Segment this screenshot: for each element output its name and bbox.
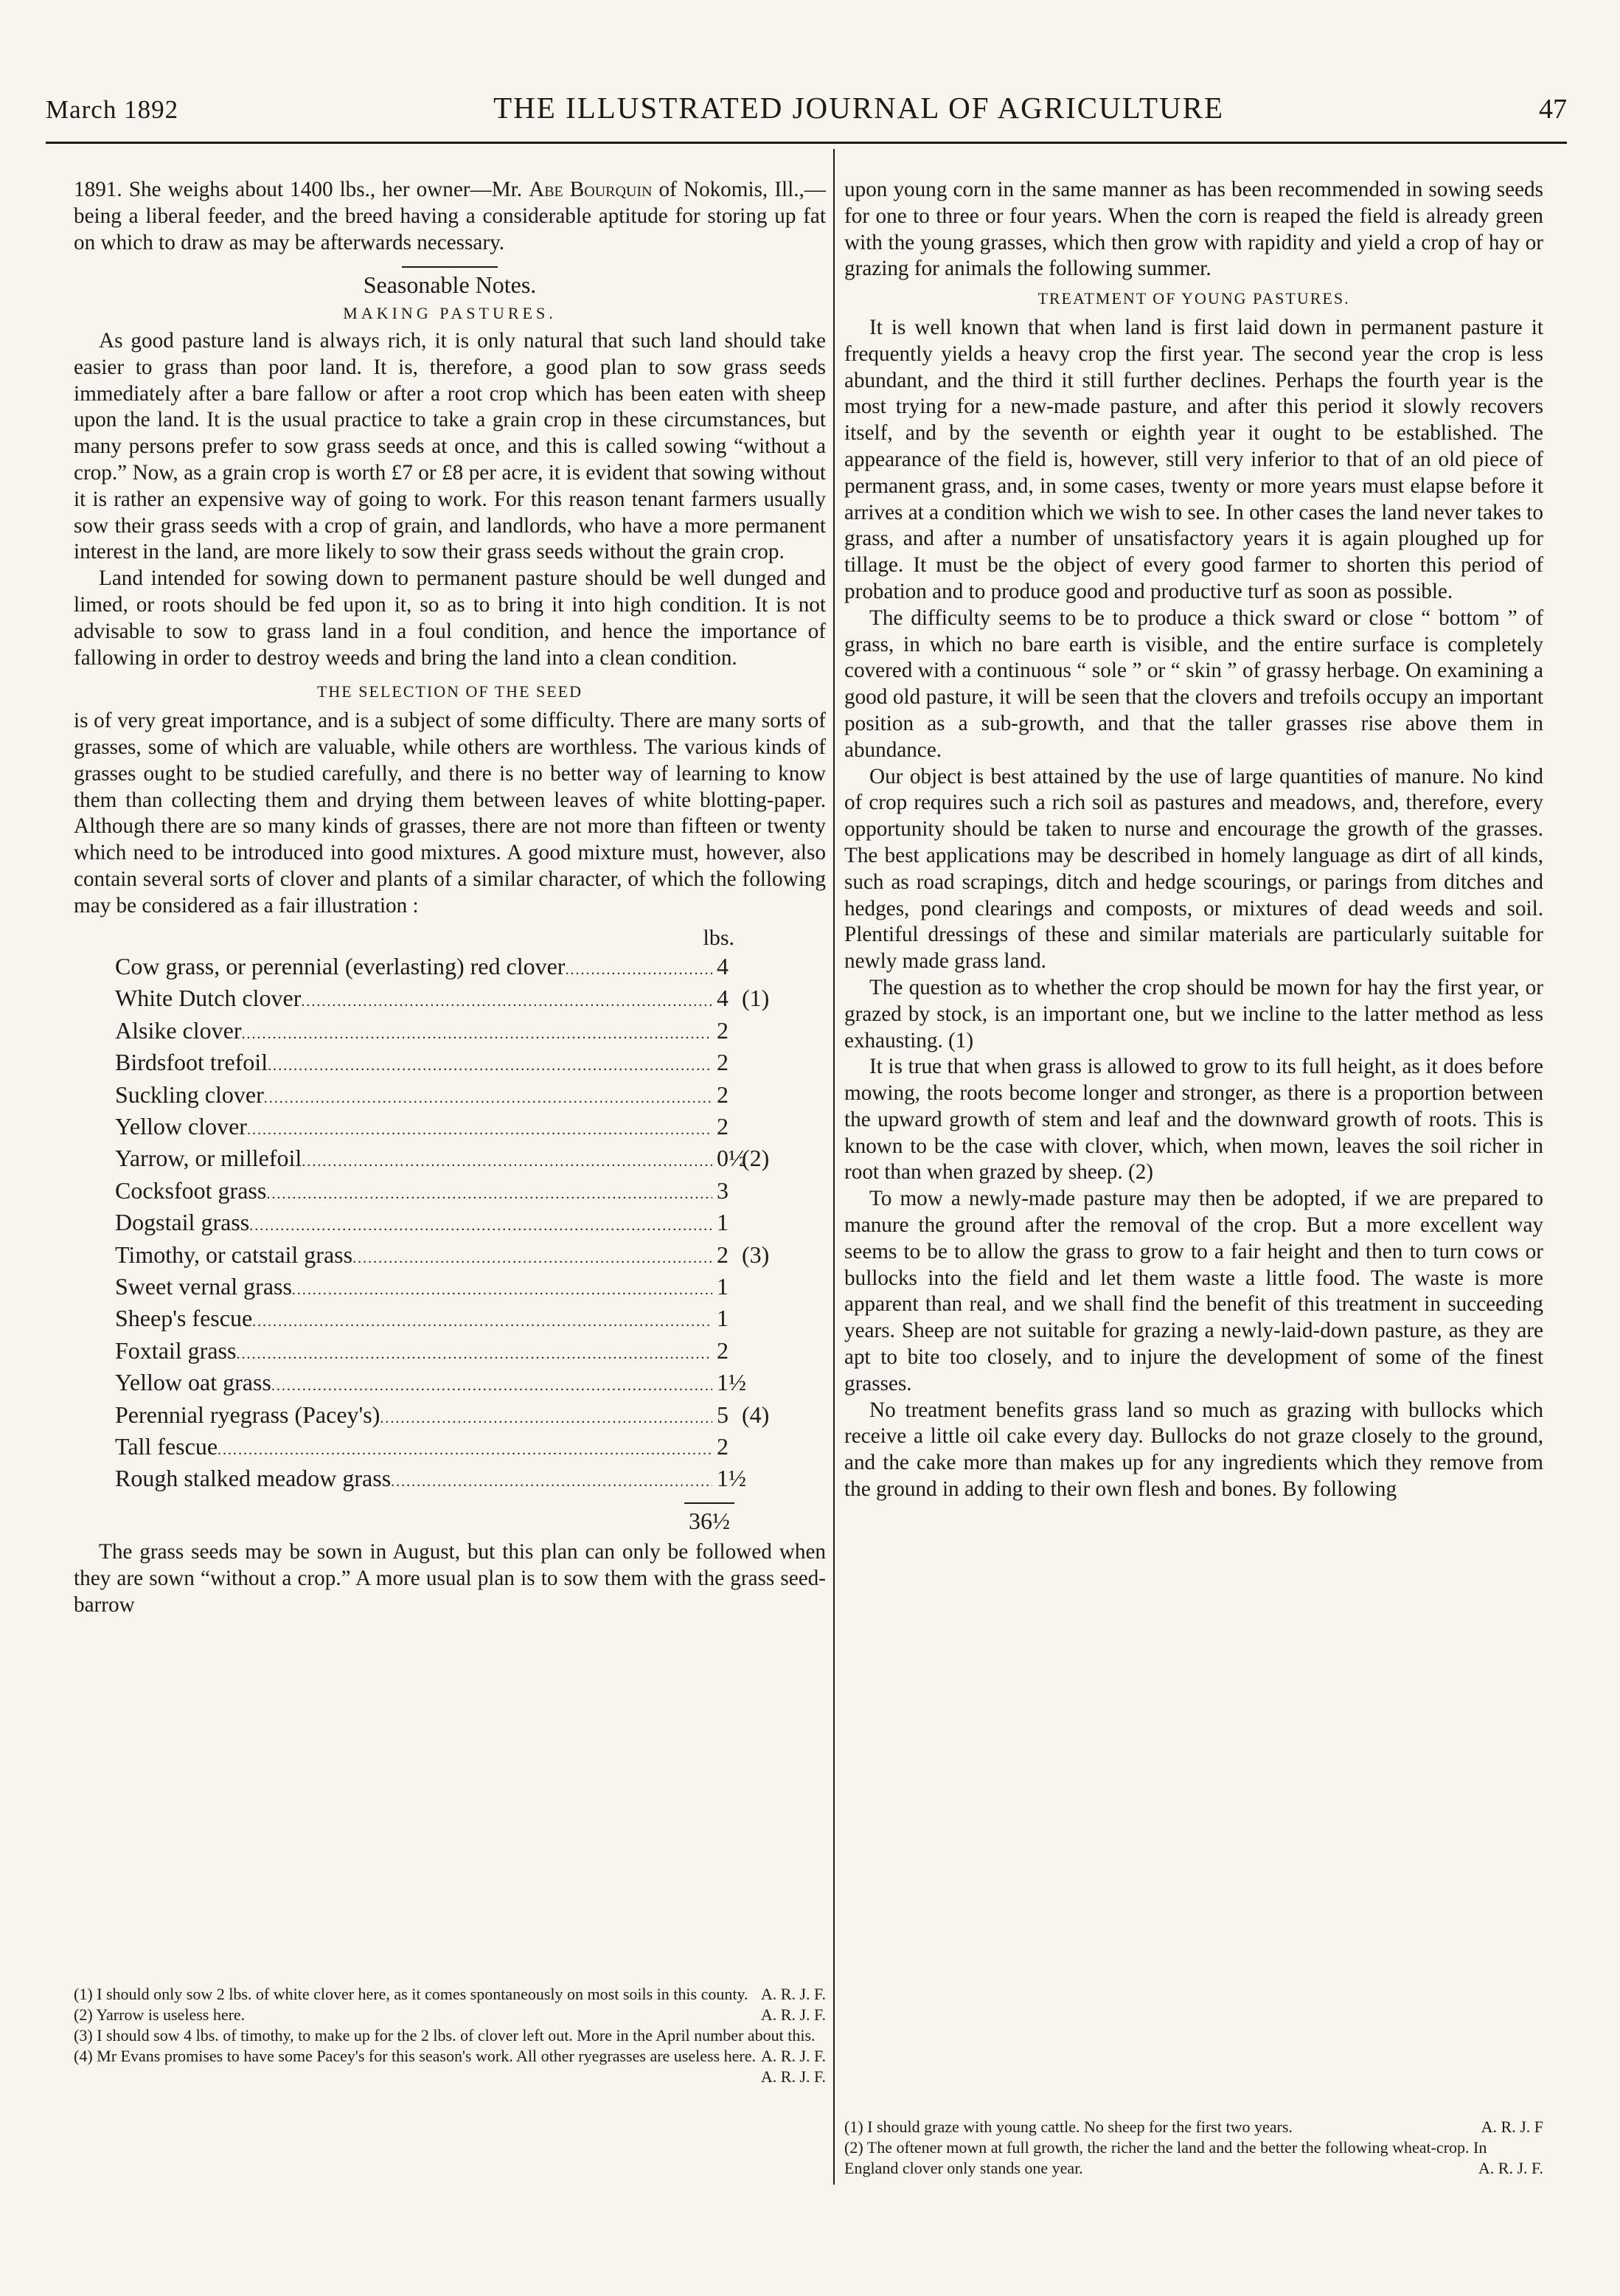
paragraph: The question as to whether the crop should be mown for hay the first year, or grazed by stock, is an important one, but we incline to the latter method as less exhausting. (1) xyxy=(844,975,1543,1052)
footnote-text: (2) The oftener mown at full growth, the richer the land and the better the following wheat-crop. In England clover only stands one year. xyxy=(844,2138,1487,2177)
seed-amount: 2 xyxy=(717,1433,729,1460)
footnote-text: (3) I should sow 4 lbs. of timothy, to make up for the 2 lbs. of clover left out. More in the April number about this. xyxy=(74,2026,816,2044)
footnote-text: (4) Mr Evans promises to have some Pacey's for this season's work. All other ryegrasses are useless here. xyxy=(74,2047,756,2065)
footnote-text: (1) I should only sow 2 lbs. of white clover here, as it comes spontaneously on most soils in this county. xyxy=(74,1985,748,2003)
seed-name: Sweet vernal grass xyxy=(115,1272,292,1300)
leader-dots xyxy=(301,984,712,1016)
leader-dots xyxy=(236,1336,712,1368)
page-header xyxy=(46,90,1567,144)
leader-dots xyxy=(565,952,712,984)
footnote-signature: A. R. J. F xyxy=(1481,2118,1543,2136)
table-row xyxy=(115,1432,786,1464)
seed-amount: 5 xyxy=(717,1401,729,1428)
leader-dots xyxy=(302,1144,712,1176)
seed-amount: 1½ xyxy=(717,1369,746,1396)
seed-name: Timothy, or catstail grass xyxy=(115,1241,353,1268)
leader-dots xyxy=(268,1048,712,1080)
seed-amount: 4 xyxy=(717,952,729,979)
section-rule xyxy=(402,266,498,268)
seed-name: Yarrow, or millefoil xyxy=(115,1145,302,1172)
seed-name: White Dutch clover xyxy=(115,985,302,1012)
paragraph: To mow a newly-made pasture may then be adopted, if we are prepared to manure the ground after the removal of the crop. But a more excellent way seems to be to allow the grass to grow to a fair height and then to turn cows or bullocks into the field and let them waste a little food. The waste is more apparent than real, and we shall find the benefit of this treatment in succeeding years. Sheep are not suitable for grazing a newly-laid-down pasture, as they are apt to bite too closely, and to injure the development of some of the finest grasses. xyxy=(844,1187,1543,1395)
subheading-treatment: TREATMENT OF YOUNG PASTURES. xyxy=(1037,289,1350,308)
table-row xyxy=(115,1336,786,1368)
seed-name: Perennial ryegrass (Pacey's) xyxy=(115,1401,380,1428)
left-footnotes xyxy=(74,1984,826,2087)
table-row xyxy=(115,1401,786,1432)
seed-name: Suckling clover xyxy=(115,1081,264,1108)
footnote xyxy=(74,1984,826,2005)
seed-amount: 2 xyxy=(717,1081,729,1108)
table-row xyxy=(115,1144,786,1176)
table-row xyxy=(115,1368,786,1400)
paragraph: As good pasture land is always rich, it is only natural that such land should take easier to grass than poor land. It is, therefore, a good plan to sow grass seeds immediately after a bare fallow or after a root crop which has been eaten with sheep upon the land. It is the usual practice to take a grain crop in these circumstances, but many persons prefer to sow grass seeds at once, and this is called sowing “without a crop.” Now, as a grain crop is worth £7 or £8 per acre, it is evident that sowing without it is rather an expensive way of going to work. For this reason tenant farmers usually sow their grass seeds with a crop of grain, and landlords, who have a more permanent interest in the land, are more likely to sow their grass seeds without the grain crop. xyxy=(74,328,826,564)
leader-dots xyxy=(242,1016,713,1048)
seed-name: Cow grass, or perennial (everlasting) red clover xyxy=(115,952,566,979)
seed-amount: 2 xyxy=(717,1336,729,1364)
table-row xyxy=(115,1208,786,1240)
seed-amount: 0½ xyxy=(717,1145,746,1172)
paragraph: It is true that when grass is allowed to grow to its full height, as it does before mowing, the roots become longer and stronger, as there is a proportion between the upward growth of stem and leaf and the downward growth of roots. This is known to be the case with clover, which, when mown, leaves the soil richer in root than when grazed by sheep. (2) xyxy=(844,1055,1543,1185)
table-row xyxy=(115,1241,786,1272)
seed-name: Alsike clover xyxy=(115,1016,242,1044)
right-column xyxy=(844,177,1543,1503)
footnote-ref: (1) xyxy=(742,985,770,1012)
leader-dots xyxy=(352,1241,712,1272)
seed-name: Yellow oat grass xyxy=(115,1369,271,1396)
leader-dots xyxy=(218,1432,712,1464)
seed-mixture-table xyxy=(115,924,786,1536)
footnote xyxy=(74,2005,826,2025)
seed-name: Dogstail grass xyxy=(115,1209,250,1236)
seed-name: Yellow clover xyxy=(115,1112,247,1140)
paragraph: Our object is best attained by the use of large quantities of manure. No kind of crop requires such a rich soil as pastures and meadows, and, therefore, every opportunity should be taken to nurse and encourage the growth of the grasses. The best applications may be described in homely language as dirt of all kinds, such as road scrapings, ditch and hedge scourings, or parings from ditches and hedges, pond clearings and composts, or mixtures of dead weeds and soil. Plentiful dressings of these and similar materials are particularly suitable for newly made grass land. xyxy=(844,764,1543,974)
seed-amount: 1 xyxy=(717,1305,729,1332)
seed-amount: 3 xyxy=(717,1176,729,1204)
leader-dots xyxy=(252,1304,712,1336)
table-total: 36½ xyxy=(115,1502,786,1535)
leader-dots xyxy=(249,1208,712,1240)
seed-name: Rough stalked meadow grass xyxy=(115,1465,392,1492)
footnote-signature: A. R. J. F. xyxy=(760,2005,826,2024)
table-row xyxy=(115,984,786,1016)
seed-amount: 2 xyxy=(717,1016,729,1044)
table-row xyxy=(115,1176,786,1208)
seed-name: Sheep's fescue xyxy=(115,1305,253,1332)
paragraph: The grass seeds may be sown in August, but this plan can only be followed when they are sown “without a crop.” A more usual plan is to sow them with the grass seed-barrow xyxy=(74,1540,826,1617)
owner-name: Abe Bourquin xyxy=(529,178,653,201)
footnote xyxy=(74,2046,826,2086)
footnote xyxy=(844,2117,1543,2137)
paragraph: is of very great importance, and is a subject of some difficulty. There are many sorts of grasses, some of which are valuable, while others are worthless. The various kinds of grasses ought to be studied carefully, and there is no better way of learning to know them than collecting them and drying them between leaves of white blotting-paper. Although there are so many kinds of grasses, there are not more than fifteen or twenty which need to be introduced into good mixtures. A good mixture must, however, also contain several sorts of clover and plants of a similar character, of which the following may be considered as a fair illustration : xyxy=(74,709,826,918)
footnote-text: (2) Yarrow is useless here. xyxy=(74,2005,246,2024)
seed-amount: 2 xyxy=(717,1241,729,1268)
seed-amount: 2 xyxy=(717,1049,729,1076)
table-row xyxy=(115,952,786,984)
seed-amount: 4 xyxy=(717,985,729,1012)
footnote-signature: A. R. J. F. xyxy=(760,2047,826,2065)
leader-dots xyxy=(264,1081,712,1112)
leader-dots xyxy=(380,1401,712,1432)
footnote-ref: (2) xyxy=(742,1145,770,1172)
footnote-signature: A. R. J. F. xyxy=(760,2067,826,2086)
table-row xyxy=(115,1016,786,1048)
subheading-making-pastures: MAKING PASTURES. xyxy=(343,304,557,323)
footnote-signature: A. R. J. F. xyxy=(1478,2159,1543,2177)
issue-date: March 1892 xyxy=(46,95,179,124)
paragraph: Land intended for sowing down to permanent pasture should be well dunged and limed, or roots should be fed upon it, so as to bring it into high condition. It is not advisable to sow to grass land in a foul condition, and hence the importance of fallowing in order to destroy weeds and bring the land into a clean condition. xyxy=(74,566,826,670)
left-column xyxy=(74,177,826,1619)
footnote-signature: A. R. J. F. xyxy=(760,1985,826,2003)
seed-name: Foxtail grass xyxy=(115,1336,237,1364)
seed-name: Tall fescue xyxy=(115,1433,218,1460)
leader-dots xyxy=(247,1112,712,1144)
seed-amount: 1½ xyxy=(717,1465,746,1492)
seed-name: Birdsfoot trefoil xyxy=(115,1049,268,1076)
table-unit: lbs. xyxy=(703,925,734,950)
seed-name: Cocksfoot grass xyxy=(115,1176,267,1204)
paragraph: upon young corn in the same manner as has been recommended in sowing seeds for one to three or four years. When the corn is reaped the field is already green with the young grasses, which then grow with rapidity and yield a crop of hay or grazing for animals the following summer. xyxy=(844,178,1543,281)
leader-dots xyxy=(292,1272,712,1304)
section-title: Seasonable Notes. xyxy=(363,271,537,299)
paragraph: The difficulty seems to be to produce a thick sward or close “ bottom ” of grass, in which no bare earth is visible, and the entire surface is completely covered with a continuous “ sole ” or “ skin ” of grassy herbage. On examining a good old pasture, it will be seen that the clovers and trefoils occupy an important position as a sub-growth, and that the taller grasses rise above them in abundance. xyxy=(844,606,1543,762)
table-row xyxy=(115,1112,786,1144)
right-footnotes xyxy=(844,2117,1543,2179)
column-divider xyxy=(833,149,835,2185)
paragraph: It is well known that when land is first laid down in permanent pasture it frequently yields a heavy crop the first year. The second year the crop is less abundant, and the third it still further declines. Perhaps the fourth year is the most trying for a new-made pasture, and after this period it slowly recovers itself, and by the seventh or eighth year it ought to be established. The appearance of the field is, however, still very inferior to that of an old piece of permanent grass, and, in some cases, twenty or more years must elapse before it arrives at a condition which we wish to see. In other cases the land never takes to grass, and after a number of unsatisfactory years it is again ploughed up for tillage. It must be the object of every good farmer to shorten this period of probation and to produce good and productive turf as soon as possible. xyxy=(844,315,1543,603)
seed-amount: 1 xyxy=(717,1272,729,1300)
table-row xyxy=(115,1081,786,1112)
table-row xyxy=(115,1464,786,1496)
leader-dots xyxy=(271,1368,712,1400)
table-row xyxy=(115,1304,786,1336)
table-row xyxy=(115,1048,786,1080)
footnote xyxy=(844,2137,1543,2179)
leader-dots xyxy=(391,1464,712,1496)
footnote-ref: (3) xyxy=(742,1241,770,1268)
seed-amount: 1 xyxy=(717,1209,729,1236)
page-number: 47 xyxy=(1539,94,1567,125)
leader-dots xyxy=(266,1176,712,1208)
footnote-text: (1) I should graze with young cattle. No sheep for the first two years. xyxy=(844,2118,1293,2136)
table-row xyxy=(115,1272,786,1304)
seed-amount: 2 xyxy=(717,1112,729,1140)
subheading-selection-of-seed: THE SELECTION OF THE SEED xyxy=(316,682,583,701)
journal-title: THE ILLUSTRATED JOURNAL OF AGRICULTURE xyxy=(493,91,1225,125)
intro-paragraph: 1891. She weighs about 1400 lbs., her owner—Mr. Abe Bourquin of Nokomis, Ill.,—being a liberal feeder, and the breed having a considerable aptitude for storing up fat on which to draw as may be afterwards necessary. xyxy=(74,178,826,254)
paragraph: No treatment benefits grass land so much as grazing with bullocks which receive a little oil cake every day. Bullocks do not graze closely to the ground, and the cake more than makes up for any ingredients which they remove from the ground in adding to their own flesh and bones. By following xyxy=(844,1398,1543,1502)
footnote-ref: (4) xyxy=(742,1401,770,1428)
